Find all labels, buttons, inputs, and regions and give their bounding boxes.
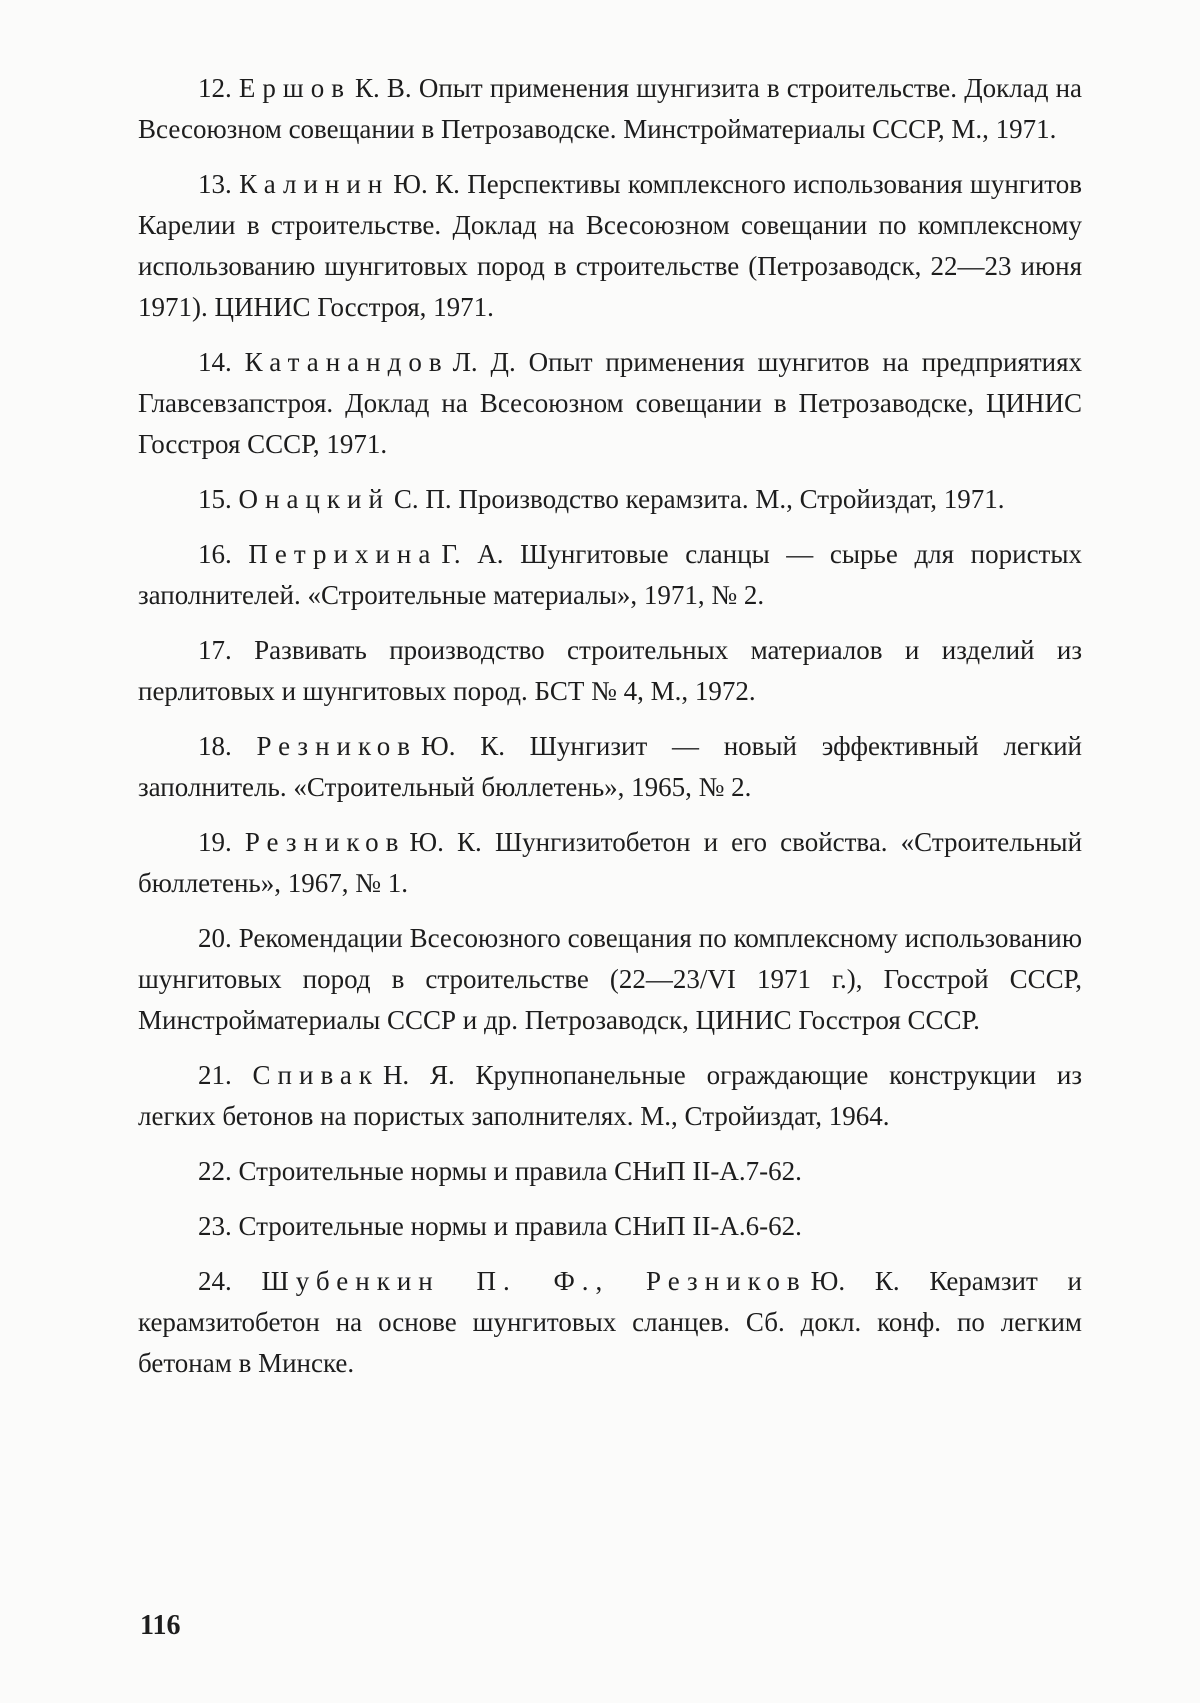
reference-text: Шунгизит — новый эффективный легкий заполнитель. «Строительный бюллетень», 1965, № 2. — [138, 731, 1082, 802]
reference-initials: Ю. К. — [421, 731, 505, 761]
reference-text: Шунгитовые сланцы — сырье для пористых заполнителей. «Строительные материалы», 1971, № 2. — [138, 539, 1083, 610]
reference-number: 20. — [198, 923, 232, 953]
reference-author: Онацкий — [238, 484, 390, 514]
reference-item — [138, 479, 1082, 520]
reference-text: Развивать производство строительных материалов и изделий из перлитовых и шунгитовых пород. БСТ № 4, М., 1972. — [138, 635, 1082, 706]
reference-number: 18. — [198, 731, 232, 761]
reference-item — [138, 164, 1082, 328]
reference-author: Шубенкин П. Ф., Резников — [261, 1266, 807, 1296]
reference-item — [138, 1261, 1082, 1384]
reference-item — [138, 534, 1082, 616]
reference-author: Спивак — [252, 1060, 379, 1090]
reference-number: 23. — [198, 1211, 232, 1241]
reference-number: 16. — [198, 539, 232, 569]
reference-item — [138, 918, 1082, 1041]
reference-text: Керамзит и керамзитобетон на основе шунгитовых сланцев. Сб. докл. конф. по легким бетонам в Минске. — [138, 1266, 1082, 1378]
reference-text: Крупнопанельные ограждающие конструкции из легких бетонов на пористых заполнителях. М., Стройиздат, 1964. — [138, 1060, 1082, 1131]
reference-author: Калинин — [239, 169, 390, 199]
reference-initials: С. П. — [393, 484, 452, 514]
reference-text: Перспективы комплексного использования шунгитов Карелии в строительстве. Доклад на Всесоюзном совещании по комплексному использованию шунгитовых пород в строительстве (Петрозаводск, 22—23 июня 1971). ЦИНИС Госстроя, 1971. — [138, 169, 1083, 322]
reference-item — [138, 822, 1082, 904]
reference-number: 19. — [198, 827, 232, 857]
reference-item — [138, 68, 1082, 150]
reference-text: Опыт применения шунгизита в строительстве. Доклад на Всесоюзном совещании в Петрозаводске. Минстройматериалы СССР, М., 1971. — [138, 73, 1083, 144]
reference-initials: Г. А. — [441, 539, 504, 569]
reference-text: Строительные нормы и правила СНиП II-А.6-62. — [238, 1211, 802, 1241]
reference-text: Производство керамзита. М., Стройиздат, 1971. — [458, 484, 1005, 514]
reference-item — [138, 1055, 1082, 1137]
reference-item — [138, 1206, 1082, 1247]
reference-item — [138, 342, 1082, 465]
reference-initials: Л. Д. — [452, 347, 516, 377]
reference-text: Рекомендации Всесоюзного совещания по комплексному использованию шунгитовых пород в строительстве (22—23/VI 1971 г.), Госстрой СССР, Минстройматериалы СССР и др. Петрозаводск, ЦИНИС Госстроя СССР. — [138, 923, 1083, 1035]
reference-number: 17. — [198, 635, 232, 665]
reference-initials: Ю. К. — [810, 1266, 900, 1296]
page-number: 116 — [140, 1610, 181, 1641]
reference-text: Шунгизитобетон и его свойства. «Строительный бюллетень», 1967, № 1. — [138, 827, 1083, 898]
reference-number: 14. — [198, 347, 232, 377]
reference-item — [138, 726, 1082, 808]
reference-number: 21. — [198, 1060, 232, 1090]
reference-number: 13. — [198, 169, 232, 199]
reference-author: Резников — [256, 731, 417, 761]
reference-initials: К. В. — [354, 73, 412, 103]
reference-number: 22. — [198, 1156, 232, 1186]
reference-text: Строительные нормы и правила СНиП II-А.7-62. — [238, 1156, 802, 1186]
reference-author: Катанандов — [244, 347, 449, 377]
reference-initials: Н. Я. — [382, 1060, 455, 1090]
reference-author: Ершов — [238, 73, 351, 103]
reference-number: 12. — [198, 73, 232, 103]
reference-list — [138, 68, 1082, 1398]
reference-text: Опыт применения шунгитов на предприятиях Главсевзапстроя. Доклад на Всесоюзном совещании в Петрозаводске, ЦИНИС Госстроя СССР, 1971. — [138, 347, 1083, 459]
reference-initials: Ю. К. — [409, 827, 482, 857]
reference-number: 24. — [198, 1266, 232, 1296]
reference-initials: Ю. К. — [393, 169, 460, 199]
reference-item — [138, 1151, 1082, 1192]
reference-author: Петрихина — [248, 539, 438, 569]
reference-number: 15. — [198, 484, 232, 514]
reference-author: Резников — [244, 827, 406, 857]
reference-item — [138, 630, 1082, 712]
